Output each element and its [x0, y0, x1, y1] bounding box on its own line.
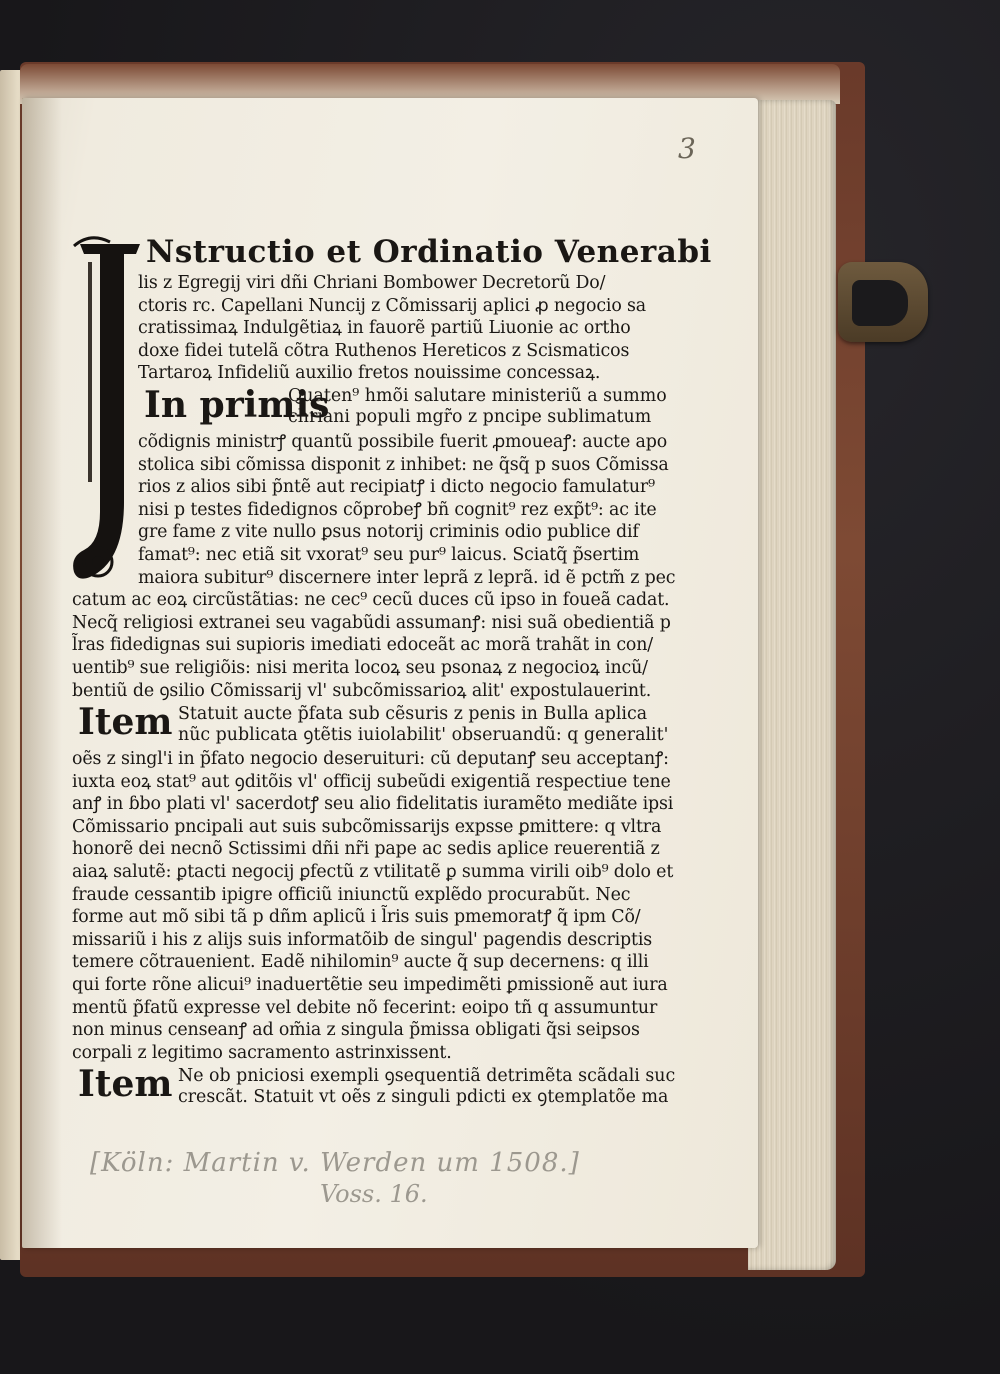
section2-line: temere cõtrauenient. Eadẽ nihilomin⁹ aucte q̃ sup decernens: q illi — [72, 952, 649, 973]
section2-lead-row — [78, 701, 669, 748]
section2-line: iuxta eoꝝ stat⁹ aut ꝯditõis vl' officij subeũdi exigentiã respectiue tene — [72, 771, 671, 792]
section2-lead-line: nũc publicata ꝯtẽtis iuiolabilit' obseruandũ: q generalit' — [178, 725, 669, 746]
section1-lead-word: In primis — [144, 383, 330, 426]
gutter-shadow — [22, 98, 62, 1248]
section1-line: gre fame z vite nullo ꝑsus notorij criminis odio publice dif — [138, 522, 639, 543]
intro-line: ctoris rc. Capellani Nuncij z Cõmissarij aplici ꝓ negocio sa — [138, 295, 647, 316]
section2-line: missariũ i his z alijs suis informatõib de singul' pagendis descriptis — [72, 929, 653, 950]
section1-line: cõdignis ministrꝭ quantũ possibile fuerit ꝓmoueaꝭ: aucte apo — [138, 431, 668, 452]
handwritten-shelfmark: Voss. 16. — [320, 1180, 428, 1208]
section1-lead-row — [138, 385, 668, 431]
section2-line: honorẽ dei necnõ Sctissimi dñi nr̃i pape ac sedis aplice reuerentiã z — [72, 839, 660, 860]
section3-lead-word: Item — [78, 1063, 173, 1106]
section1-full-line: l̃ras fidedignas sui supioris imediati edoceãt ac morã trahãt in con/ — [72, 635, 654, 656]
section1-full-line: uentib⁹ sue religiõis: nisi merita locoꝝ seu psonaꝝ z negocioꝝ incũ/ — [72, 657, 648, 678]
section2-lead-line: Statuit aucte p̃fata sub cẽsuris z penis in Bulla aplica — [178, 704, 648, 725]
section1-line: rios z alios sibi p̃ntẽ aut recipiatꝭ i dicto negocio famulatur⁹ — [138, 477, 655, 498]
section2-line: corpali z legitimo sacramento astrinxissent. — [72, 1042, 452, 1063]
section2-line: qui forte rõne alicui⁹ inaduertẽtie seu impedimẽti ꝑmissionẽ aut iura — [72, 975, 668, 996]
section2-line: forme aut mõ sibi tã p dñm aplicũ i l̃ris suis pmemoratꝭ q̃ ipm Cõ/ — [72, 907, 641, 928]
intro-line: cratissimaꝝ Indulgẽtiaꝝ in fauorẽ partiũ Liuonie ac ortho — [138, 318, 631, 339]
section2-line: aiaꝝ salutẽ: ꝑtacti negocij ꝑfectũ z vtilitatẽ ꝑ summa virili oib⁹ dolo et — [72, 862, 674, 883]
intro-line: doxe fidei tutelã cõtra Ruthenos Hereticos z Scismaticos — [138, 340, 630, 361]
section3-lead-line: Ne ob pniciosi exempli ꝯsequentiã detrimẽta scãdali suc — [178, 1066, 676, 1087]
section1-line: famat⁹: nec etiã sit vxorat⁹ seu pur⁹ laicus. Sciatq̃ p̃sertim — [138, 544, 640, 565]
section2-line: mentũ p̃fatũ expresse vel debite nõ fecerint: eoipo tñ q assumuntur — [72, 997, 658, 1018]
section3-lead-row — [78, 1063, 676, 1110]
section2-lead-word: Item — [78, 701, 173, 744]
section2-line: oẽs z singl'i in p̃fato negocio deseruituri: cũ deputanꝭ seu acceptanꝭ: — [72, 749, 669, 770]
section1-full-line: catum ac eoꝝ circũstãtias: ne cec⁹ cecũ duces cũ ipso in foueã cadat. — [72, 590, 670, 611]
section2-line: non minus censeanꝭ ad om̃ia z singula p̃missa obligati q̃si seipsos — [72, 1020, 640, 1041]
section1-lead-line: chriani populi mgr̃o z pncipe sublimatum — [288, 406, 652, 427]
text-block — [72, 232, 712, 1110]
intro-line: lis z Egregij viri dñi Chriani Bombower Decretorũ Do/ — [138, 273, 606, 293]
section1-full-line: bentiũ de ꝯsilio Cõmissarij vl' subcõmissarioꝝ alit' expostulauerint. — [72, 680, 652, 701]
section1-line: nisi p testes fidedignos cõprobeꝭ bñ cognit⁹ rez exp̃t⁹: ac ite — [138, 499, 657, 520]
section1-line: maiora subitur⁹ discernere inter leprã z leprã. id ẽ pctm̃ z pec — [138, 567, 676, 588]
section1-line: stolica sibi cõmissa disponit z inhibet: ne q̃sq̃ p suos Cõmissa — [138, 454, 669, 475]
section2-line: Cõmissario pncipali aut suis subcõmissarijs expsse ꝑmittere: q vltra — [72, 816, 662, 837]
clasp-opening — [852, 280, 908, 326]
title-line: Nstructio et Ordinatio Venerabi — [146, 234, 712, 270]
handwritten-note: [Köln: Martin v. Werden um 1508.] — [90, 1148, 580, 1178]
folio-number: 3 — [678, 132, 696, 165]
section1-full-line: Necq̃ religiosi extranei seu vagabũdi assumanꝭ: nisi suã obedientiã p — [72, 612, 671, 633]
section1-lead-line: Quaten⁹ hmõi salutare ministeriũ a summo — [288, 385, 667, 406]
section2-line: fraude cessantib ipigre officiũ iniunctũ explẽdo procurabũt. Nec — [72, 884, 631, 905]
section3-lead-line: crescãt. Statuit vt oẽs z singuli pdicti ex ꝯtemplatõe ma — [178, 1087, 669, 1108]
intro-line: Tartaroꝝ Infideliũ auxilio fretos nouissime concessaꝝ. — [138, 363, 601, 384]
page-fore-edge — [748, 100, 836, 1270]
section2-line: anꝭ in ɓbo plati vl' sacerdotꝭ seu alio fidelitatis iuramẽto mediãte ipsi — [72, 794, 674, 815]
